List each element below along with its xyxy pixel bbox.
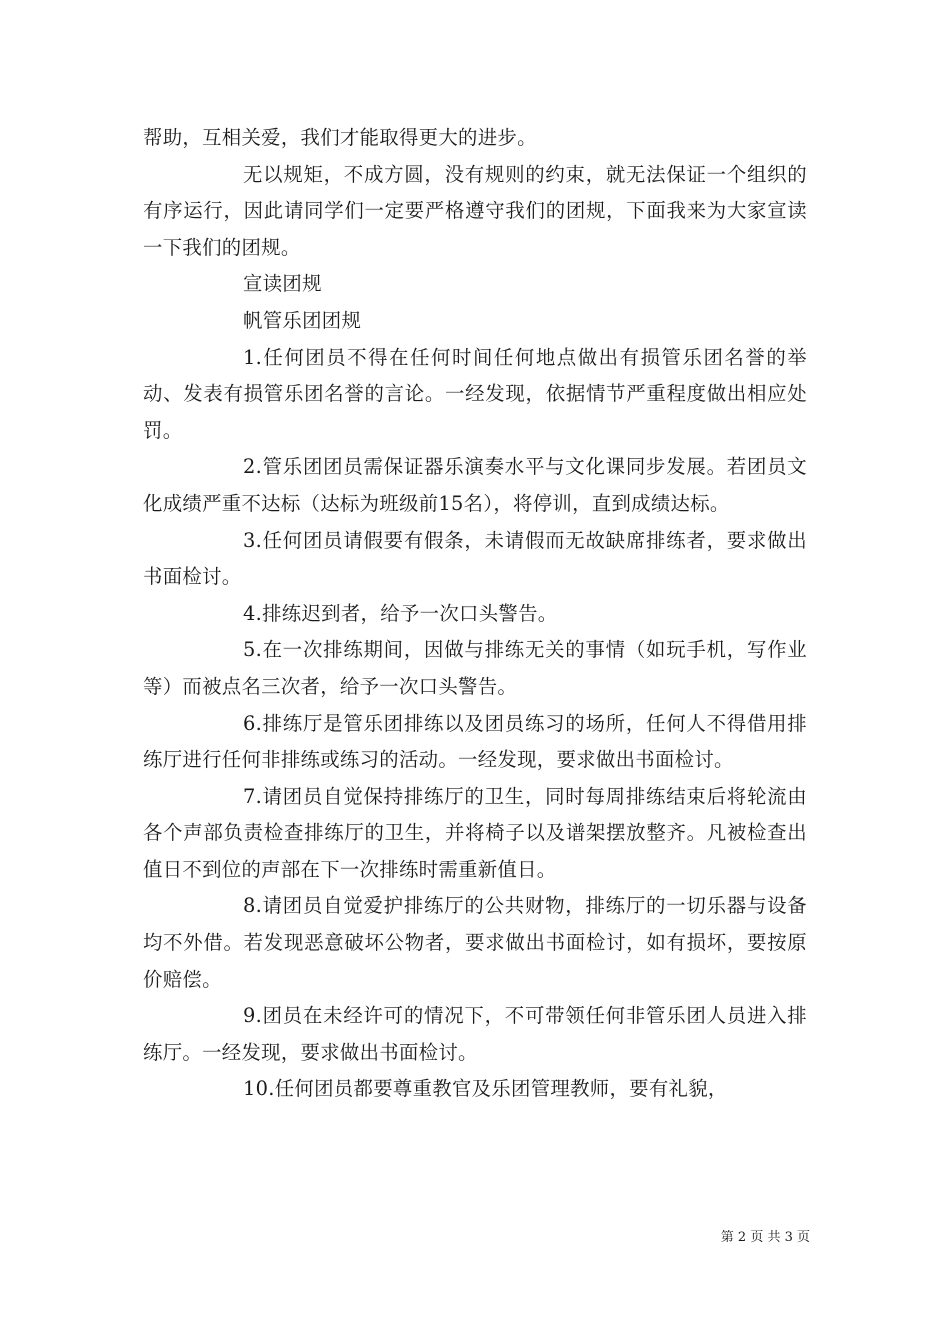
paragraph-rules-intro: 无以规矩，不成方圆，没有规则的约束，就无法保证一个组织的有序运行，因此请同学们一定要严格遵守我们的团规，下面我来为大家宣读一下我们的团规。 — [143, 162, 807, 259]
rule-item-8: 8.请团员自觉爱护排练厅的公共财物，排练厅的一切乐器与设备均不外借。若发现恶意破坏公物者，要求做出书面检讨，如有损坏，要按原价赔偿。 — [143, 894, 807, 991]
document-body — [143, 120, 807, 1108]
rule-item-6: 6.排练厅是管乐团排练以及团员练习的场所，任何人不得借用排练厅进行任何非排练或练习的活动。一经发现，要求做出书面检讨。 — [143, 711, 807, 772]
rule-item-7: 7.请团员自觉保持排练厅的卫生，同时每周排练结束后将轮流由各个声部负责检查排练厅的卫生，并将椅子以及谱架摆放整齐。凡被检查出值日不到位的声部在下一次排练时需重新值日。 — [143, 784, 807, 881]
rule-item-3: 3.任何团员请假要有假条，未请假而无故缺席排练者，要求做出书面检讨。 — [143, 528, 807, 589]
paragraph-continuation: 帮助，互相关爱，我们才能取得更大的进步。 — [143, 126, 537, 149]
rule-item-4: 4.排练迟到者，给予一次口头警告。 — [243, 601, 558, 625]
rule-item-1: 1.任何团员不得在任何时间任何地点做出有损管乐团名誉的举动、发表有损管乐团名誉的言论。一经发现，依据情节严重程度做出相应处罚。 — [143, 345, 807, 442]
rule-item-9: 9.团员在未经许可的情况下，不可带领任何非管乐团人员进入排练厅。一经发现，要求做出书面检讨。 — [143, 1004, 807, 1064]
rule-item-2: 2.管乐团团员需保证器乐演奏水平与文化课同步发展。若团员文化成绩严重不达标（达标为班级前15名），将停训，直到成绩达标。 — [143, 455, 807, 515]
heading-band-rules: 帆管乐团团规 — [243, 308, 362, 332]
heading-read-rules: 宣读团规 — [243, 272, 322, 296]
rule-item-10: 10.任何团员都要尊重教官及乐团管理教师，要有礼貌， — [243, 1077, 728, 1101]
rule-item-5: 5.在一次排练期间，因做与排练无关的事情（如玩手机，写作业等）而被点名三次者，给予一次口头警告。 — [143, 638, 807, 698]
page-number-footer: 第 2 页 共 3 页 — [720, 1230, 810, 1245]
